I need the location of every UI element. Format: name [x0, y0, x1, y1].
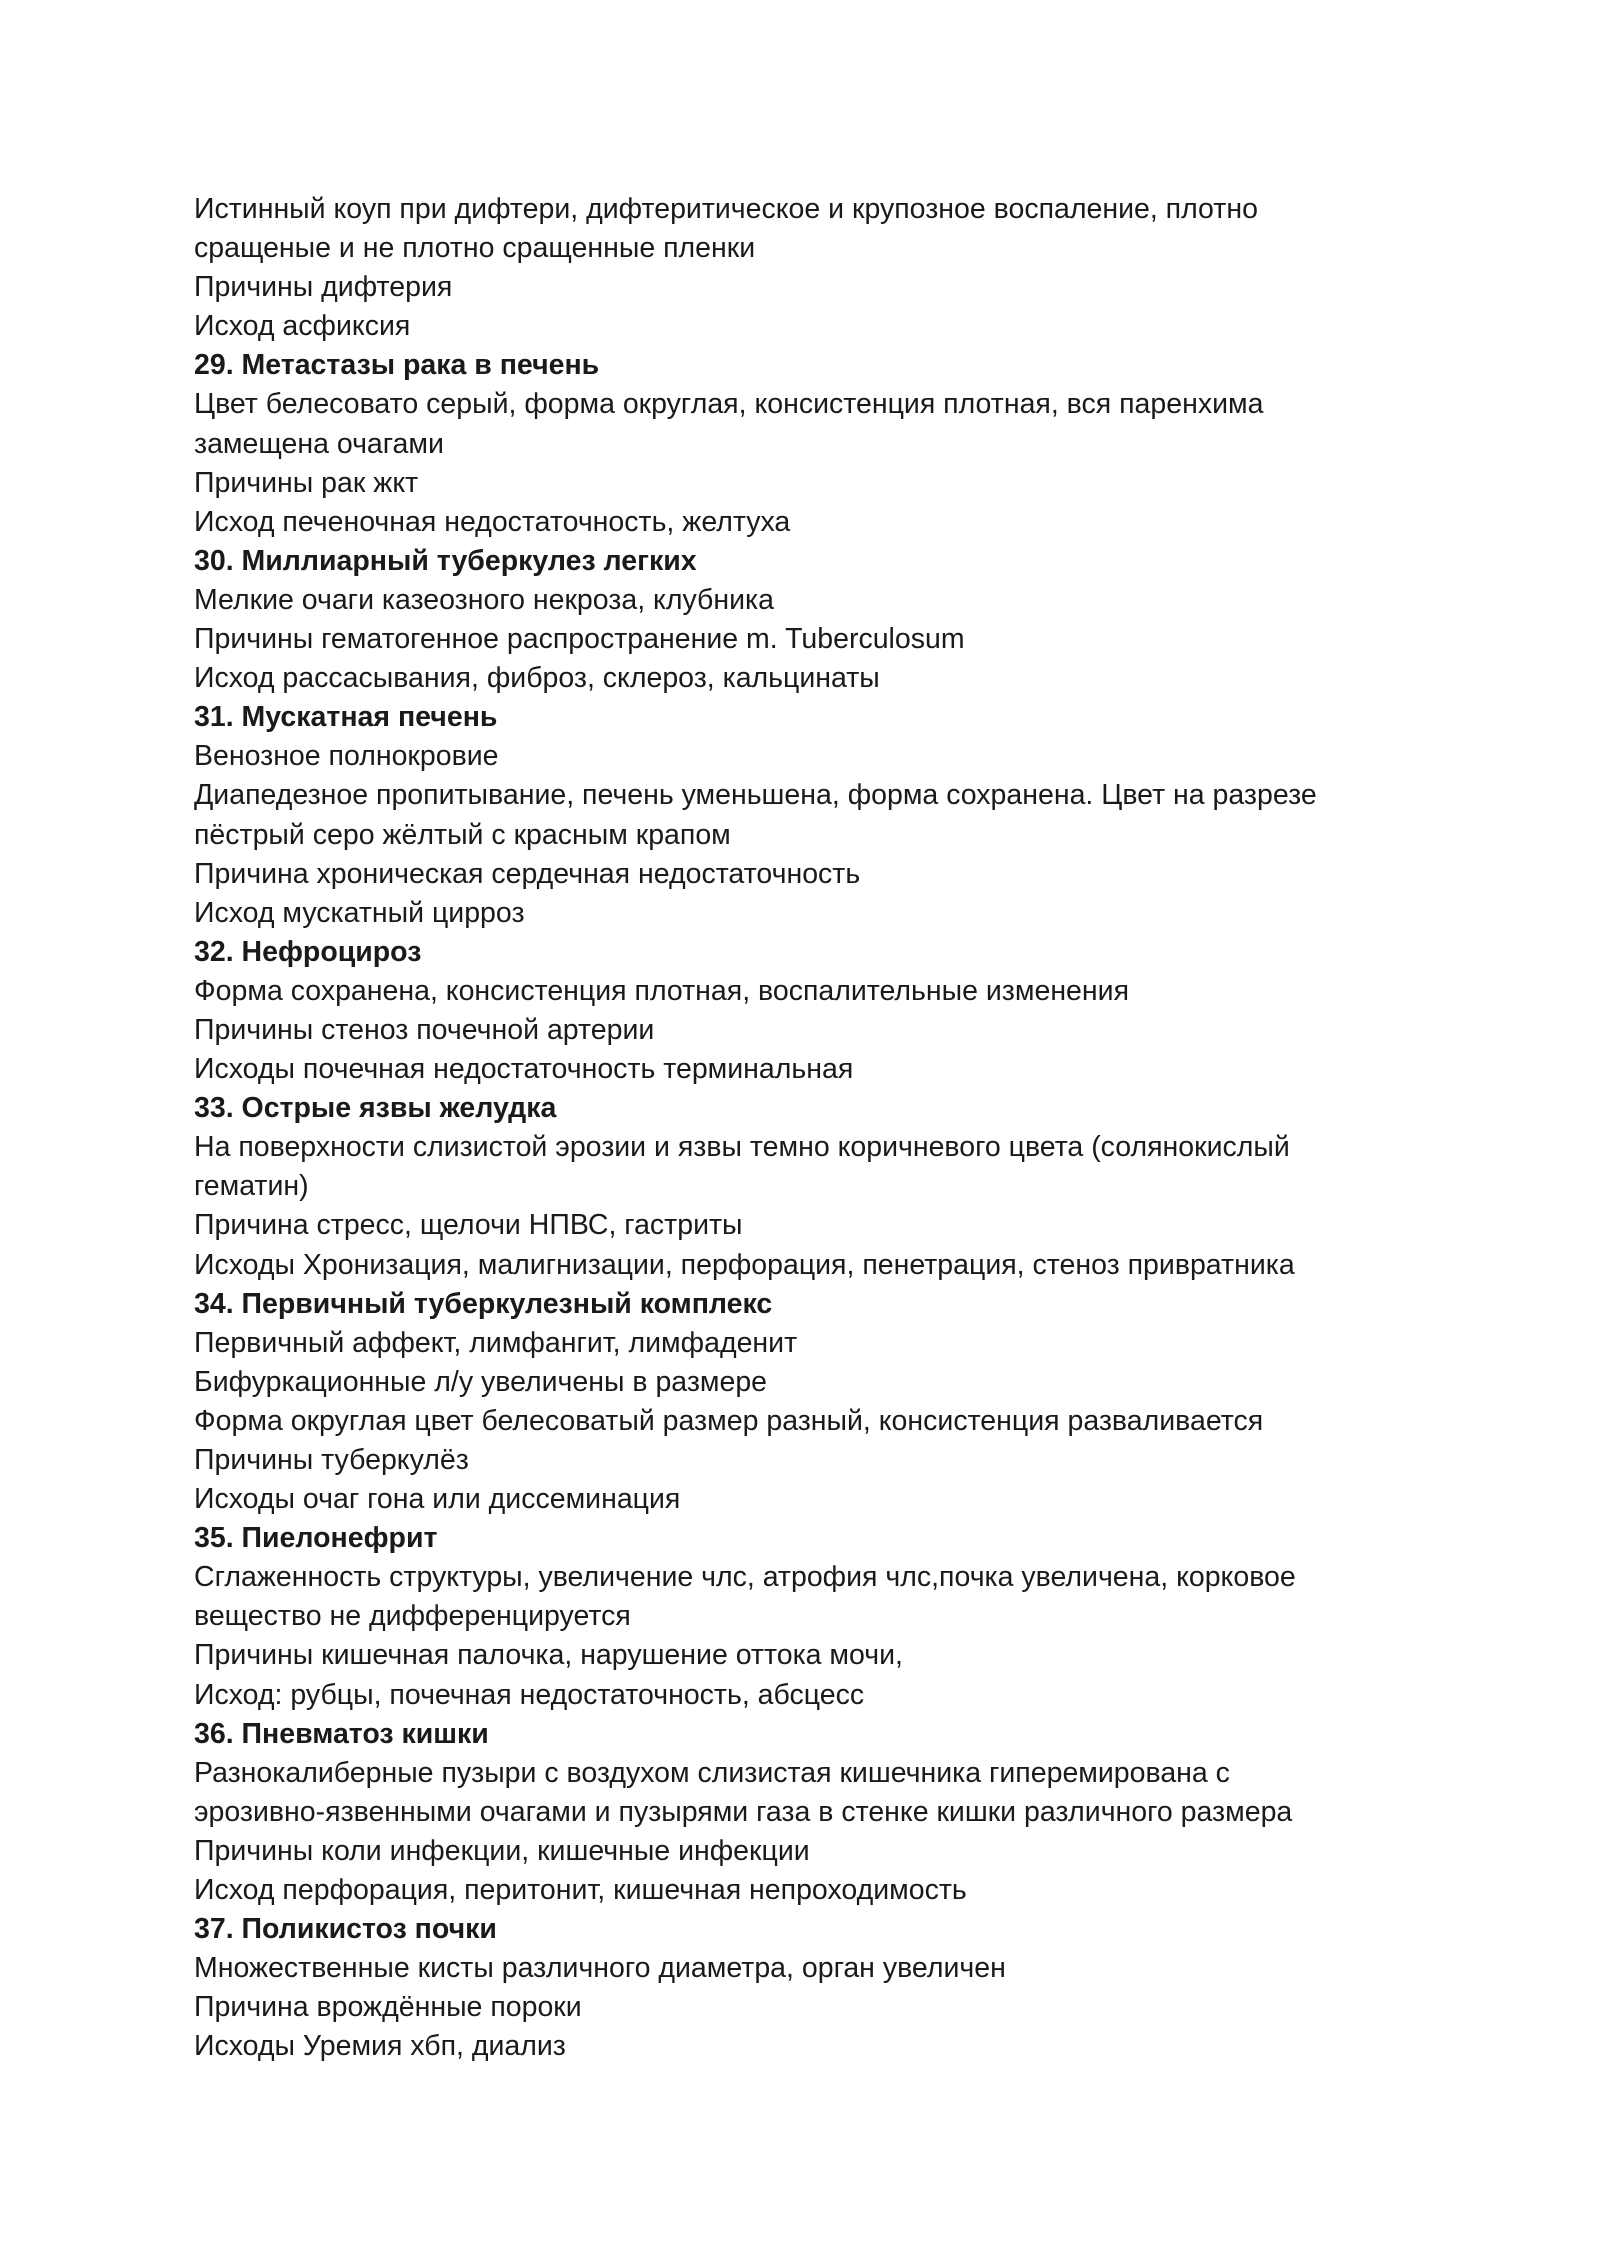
text-line: Мелкие очаги казеозного некроза, клубника: [194, 583, 774, 616]
text-line: Причины рак жкт: [194, 466, 419, 499]
text-line: Причины туберкулёз: [194, 1444, 469, 1476]
text-line: Сглаженность структуры, увеличение члс, атрофия члс,почка увеличена, корковое: [194, 1561, 1296, 1594]
text-line: Бифуркационные л/у увеличены в размере: [194, 1365, 768, 1398]
text-line: Исходы очаг гона или диссеминация: [194, 1483, 681, 1516]
section-heading: 29. Метастазы рака в печень: [194, 349, 600, 382]
section-heading: 33. Острые язвы желудка: [194, 1092, 557, 1125]
text-line: Причина врождённые пороки: [194, 1991, 582, 2024]
text-line: Исход перфорация, перитонит, кишечная непроходимость: [194, 1874, 967, 1907]
text-line: Форма округлая цвет белесоватый размер разный, консистенция разваливается: [194, 1404, 1264, 1437]
text-line: Истинный коуп при дифтери, дифтеритическое и крупозное воспаление, плотно: [194, 193, 1258, 225]
text-line: Исход асфиксия: [194, 310, 411, 343]
text-line: Исход рассасывания, фиброз, склероз, кальцинаты: [194, 662, 880, 695]
text-line: Причины коли инфекции, кишечные инфекции: [194, 1834, 810, 1867]
text-line: эрозивно-язвенными очагами и пузырями газа в стенке кишки различного размера: [194, 1795, 1293, 1828]
text-line: Исходы Хронизация, малигнизации, перфорация, пенетрация, стеноз привратника: [194, 1248, 1295, 1281]
text-line: Исходы Уремия хбп, диализ: [194, 2030, 566, 2063]
text-line: На поверхности слизистой эрозии и язвы темно коричневого цвета (солянокислый: [194, 1131, 1290, 1164]
text-line: Причины кишечная палочка, нарушение оттока мочи,: [194, 1639, 903, 1672]
text-line: Множественные кисты различного диаметра, орган увеличен: [194, 1952, 1006, 1985]
text-line: замещена очагами: [194, 427, 444, 460]
document-page: [194, 190, 1424, 2067]
section-heading: 34. Первичный туберкулезный комплекс: [194, 1287, 773, 1320]
text-line: Исходы почечная недостаточность терминальная: [194, 1053, 854, 1086]
text-line: сращеные и не плотно сращенные пленки: [194, 232, 756, 265]
text-line: гематин): [194, 1170, 309, 1203]
text-line: Венозное полнокровие: [194, 740, 499, 773]
text-line: Причины гематогенное распространение m. Tuberculosum: [194, 623, 965, 656]
text-line: Причины дифтерия: [194, 271, 453, 304]
section-heading: 32. Нефроцироз: [194, 935, 422, 968]
text-line: Исход: рубцы, почечная недостаточность, абсцесс: [194, 1678, 865, 1711]
text-line: Цвет белесовато серый, форма округлая, консистенция плотная, вся паренхима: [194, 388, 1264, 421]
section-heading: 37. Поликистоз почки: [194, 1913, 497, 1946]
text-line: Первичный аффект, лимфангит, лимфаденит: [194, 1326, 798, 1359]
section-heading: 31. Мускатная печень: [194, 701, 498, 734]
text-line: вещество не дифференцируется: [194, 1600, 631, 1633]
text-line: Причины стеноз почечной артерии: [194, 1013, 655, 1046]
section-heading: 35. Пиелонефрит: [194, 1522, 438, 1555]
text-line: Исход мускатный цирроз: [194, 896, 525, 929]
text-line: Разнокалиберные пузыри с воздухом слизистая кишечника гиперемирована с: [194, 1756, 1230, 1789]
text-line: Причина стресс, щелочи НПВС, гастриты: [194, 1209, 743, 1242]
text-line: Форма сохранена, консистенция плотная, воспалительные изменения: [194, 974, 1130, 1007]
section-heading: 30. Миллиарный туберкулез легких: [194, 544, 697, 577]
text-line: Исход печеночная недостаточность, желтуха: [194, 505, 791, 538]
text-line: пёстрый серо жёлтый с красным крапом: [194, 818, 731, 851]
text-line: Причина хроническая сердечная недостаточность: [194, 857, 861, 890]
section-heading: 36. Пневматоз кишки: [194, 1717, 489, 1750]
text-line: Диапедезное пропитывание, печень уменьшена, форма сохранена. Цвет на разрезе: [194, 779, 1317, 812]
